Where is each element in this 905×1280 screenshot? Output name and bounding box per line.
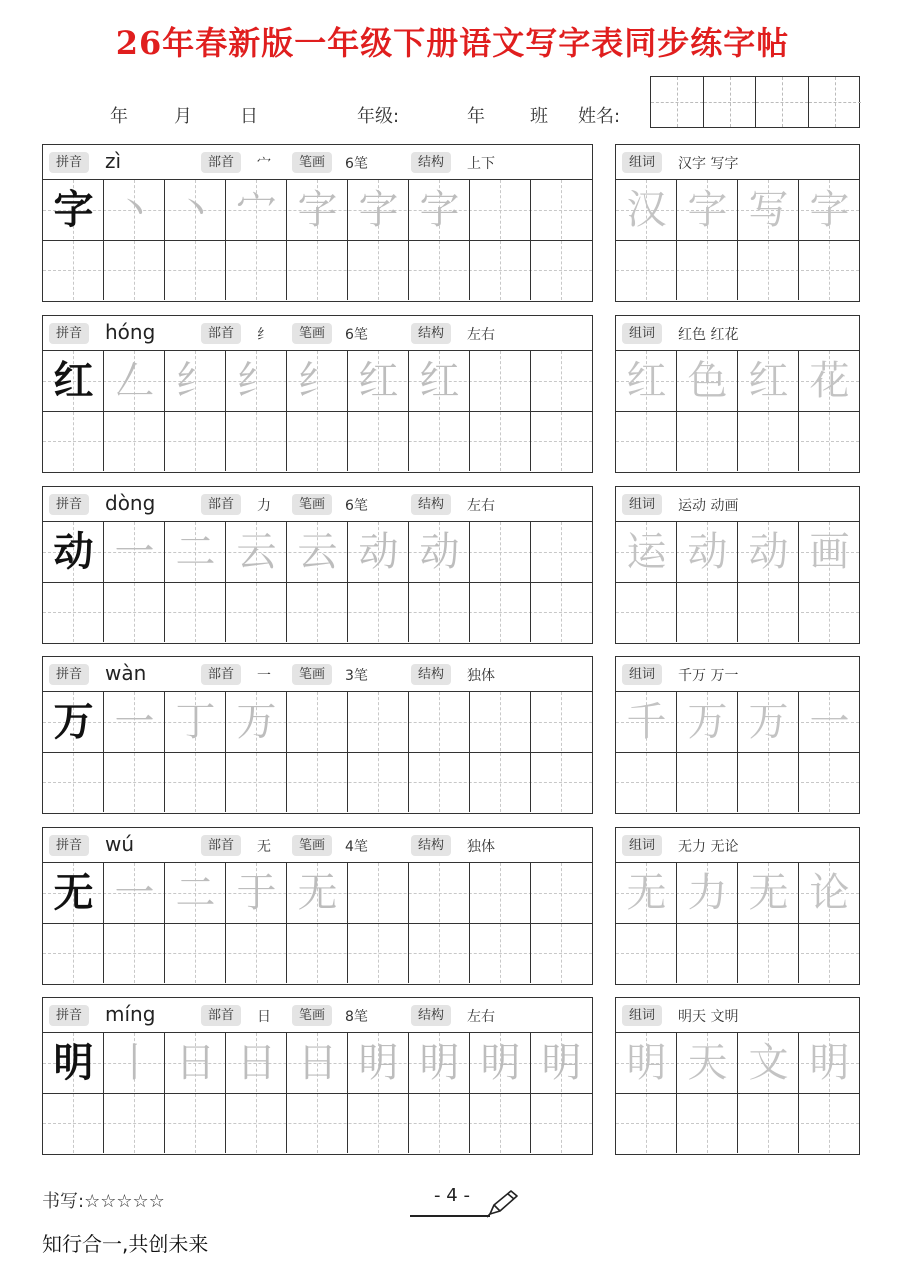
structure-tag: 结构 — [411, 835, 451, 856]
writing-cell[interactable] — [348, 180, 409, 300]
word-cell[interactable] — [738, 522, 799, 642]
radical-value: 宀 — [257, 156, 271, 172]
writing-cell[interactable] — [287, 863, 348, 983]
writing-grid[interactable] — [43, 180, 592, 301]
writing-cell[interactable] — [226, 180, 287, 300]
structure-tag: 结构 — [411, 323, 451, 344]
words-value: 运动 动画 — [678, 498, 739, 514]
word-trace-character: 一 — [809, 699, 850, 745]
words-header — [616, 316, 859, 351]
words-tag: 组词 — [622, 494, 662, 515]
words-block — [615, 997, 860, 1155]
strokes-tag: 笔画 — [292, 152, 332, 173]
stroke-order-trace: 二 — [175, 870, 216, 916]
structure-tag: 结构 — [411, 664, 451, 685]
pinyin-value: wàn — [105, 661, 147, 685]
words-header — [616, 487, 859, 522]
stroke-order-trace: 无 — [297, 870, 338, 916]
writing-cell[interactable] — [43, 180, 104, 300]
name-cell[interactable] — [704, 77, 756, 127]
word-cell[interactable] — [738, 180, 799, 300]
word-trace-character: 无 — [748, 870, 789, 916]
words-grid[interactable] — [616, 1033, 859, 1154]
radical-value: 一 — [257, 668, 271, 684]
words-header — [616, 657, 859, 692]
writing-cell[interactable] — [226, 692, 287, 812]
word-cell[interactable] — [677, 180, 738, 300]
writing-grid[interactable] — [43, 351, 592, 472]
writing-cell[interactable] — [470, 351, 531, 471]
stroke-order-trace: 𠃋 — [114, 358, 155, 404]
model-character: 红 — [53, 357, 94, 404]
practice-block — [42, 144, 593, 302]
word-trace-character: 运 — [626, 529, 667, 575]
words-header — [616, 145, 859, 180]
radical-tag: 部首 — [201, 835, 241, 856]
stroke-order-trace: 纟 — [236, 358, 277, 404]
strokes-tag: 笔画 — [292, 323, 332, 344]
stroke-order-trace: 纟 — [175, 358, 216, 404]
stroke-order-trace: 二 — [175, 529, 216, 575]
word-cell[interactable] — [799, 180, 860, 300]
pinyin-tag: 拼音 — [49, 664, 89, 685]
radical-tag: 部首 — [201, 323, 241, 344]
word-cell[interactable] — [616, 522, 677, 642]
words-grid[interactable] — [616, 351, 859, 472]
writing-cell[interactable] — [104, 1033, 165, 1153]
strokes-value: 4笔 — [345, 839, 368, 855]
strokes-value: 6笔 — [345, 327, 368, 343]
pinyin-value: hóng — [105, 320, 156, 344]
radical-tag: 部首 — [201, 664, 241, 685]
words-tag: 组词 — [622, 664, 662, 685]
writing-cell[interactable] — [43, 692, 104, 812]
word-cell[interactable] — [799, 863, 860, 983]
word-cell[interactable] — [616, 692, 677, 812]
practice-header — [43, 657, 592, 692]
pinyin-tag: 拼音 — [49, 494, 89, 515]
word-trace-character: 万 — [687, 699, 728, 745]
name-cell[interactable] — [651, 77, 704, 127]
writing-cell[interactable] — [409, 692, 470, 812]
writing-cell[interactable] — [348, 351, 409, 471]
word-trace-character: 天 — [687, 1040, 728, 1086]
stroke-order-trace: 纟 — [297, 358, 338, 404]
structure-value: 左右 — [467, 1009, 495, 1025]
writing-cell[interactable] — [531, 180, 592, 300]
radical-value: 力 — [257, 498, 271, 514]
word-cell[interactable] — [677, 351, 738, 471]
word-cell[interactable] — [799, 692, 860, 812]
practice-block — [42, 315, 593, 473]
writing-cell[interactable] — [287, 692, 348, 812]
writing-cell[interactable] — [348, 522, 409, 642]
stroke-order-trace: 字 — [419, 187, 460, 233]
grade-unit: 年 — [467, 106, 485, 127]
pinyin-tag: 拼音 — [49, 835, 89, 856]
word-cell[interactable] — [677, 863, 738, 983]
model-character: 无 — [53, 869, 94, 916]
strokes-value: 8笔 — [345, 1009, 368, 1025]
day-label: 日 — [240, 106, 258, 127]
writing-grid[interactable] — [43, 1033, 592, 1154]
writing-cell[interactable] — [104, 522, 165, 642]
structure-tag: 结构 — [411, 1005, 451, 1026]
word-trace-character: 万 — [748, 699, 789, 745]
stroke-order-trace: 于 — [236, 870, 277, 916]
radical-tag: 部首 — [201, 494, 241, 515]
practice-block — [42, 486, 593, 644]
writing-cell[interactable] — [43, 351, 104, 471]
stroke-order-trace: 云 — [297, 529, 338, 575]
stroke-order-trace: 日 — [297, 1040, 338, 1086]
word-trace-character: 花 — [809, 358, 850, 404]
writing-grid[interactable] — [43, 522, 592, 643]
word-cell[interactable] — [616, 1033, 677, 1153]
page-title: 26年春新版一年级下册语文写字表同步练字帖 — [115, 24, 790, 62]
structure-value: 独体 — [467, 839, 495, 855]
word-trace-character: 色 — [687, 358, 728, 404]
words-block — [615, 656, 860, 814]
structure-value: 独体 — [467, 668, 495, 684]
word-trace-character: 力 — [687, 870, 728, 916]
slogan: 知行合一,共创未来 — [42, 1232, 209, 1256]
words-tag: 组词 — [622, 152, 662, 173]
word-cell[interactable] — [738, 1033, 799, 1153]
word-trace-character: 明 — [809, 1040, 850, 1086]
writing-cell[interactable] — [104, 351, 165, 471]
year-label: 年 — [110, 106, 128, 127]
writing-cell[interactable] — [470, 1033, 531, 1153]
writing-cell[interactable] — [287, 351, 348, 471]
model-character: 明 — [53, 1039, 94, 1086]
writing-cell[interactable] — [287, 180, 348, 300]
word-cell[interactable] — [738, 692, 799, 812]
stroke-order-trace: 一 — [114, 870, 155, 916]
strokes-tag: 笔画 — [292, 664, 332, 685]
words-block — [615, 486, 860, 644]
writing-cell[interactable] — [43, 863, 104, 983]
rating — [42, 1187, 165, 1213]
words-tag: 组词 — [622, 1005, 662, 1026]
month-label: 月 — [174, 106, 192, 127]
writing-cell[interactable] — [104, 180, 165, 300]
rating-label: 书写: — [42, 1191, 85, 1212]
structure-value: 左右 — [467, 498, 495, 514]
grade-label: 年级: — [357, 106, 400, 127]
radical-value: 纟 — [257, 327, 271, 343]
stroke-order-trace: 丨 — [114, 1040, 155, 1086]
name-label: 姓名: — [578, 106, 621, 127]
word-cell[interactable] — [799, 1033, 860, 1153]
strokes-value: 6笔 — [345, 498, 368, 514]
stroke-order-trace: 动 — [358, 529, 399, 575]
stroke-order-trace: 万 — [236, 699, 277, 745]
writing-cell[interactable] — [43, 1033, 104, 1153]
stroke-order-trace: 明 — [480, 1040, 521, 1086]
writing-cell[interactable] — [165, 522, 226, 642]
word-cell[interactable] — [738, 351, 799, 471]
stroke-order-trace: 明 — [541, 1040, 582, 1086]
structure-value: 左右 — [467, 327, 495, 343]
model-character: 万 — [53, 698, 94, 745]
word-trace-character: 红 — [626, 358, 667, 404]
words-grid[interactable] — [616, 180, 859, 301]
stroke-order-trace: 宀 — [236, 187, 277, 233]
name-cell[interactable] — [756, 77, 809, 127]
stroke-order-trace: 明 — [419, 1040, 460, 1086]
pinyin-tag: 拼音 — [49, 323, 89, 344]
writing-cell[interactable] — [409, 522, 470, 642]
writing-cell[interactable] — [226, 1033, 287, 1153]
strokes-tag: 笔画 — [292, 1005, 332, 1026]
practice-header — [43, 145, 592, 180]
stroke-order-trace: 红 — [419, 358, 460, 404]
practice-block — [42, 827, 593, 985]
stroke-order-trace: 一 — [114, 699, 155, 745]
practice-header — [43, 998, 592, 1033]
name-grid[interactable] — [650, 76, 860, 128]
word-cell[interactable] — [677, 692, 738, 812]
writing-cell[interactable] — [470, 863, 531, 983]
practice-header — [43, 828, 592, 863]
structure-tag: 结构 — [411, 152, 451, 173]
writing-cell[interactable] — [470, 180, 531, 300]
stroke-order-trace: 丶 — [114, 187, 155, 233]
stroke-order-trace: 一 — [114, 529, 155, 575]
pinyin-tag: 拼音 — [49, 1005, 89, 1026]
word-trace-character: 红 — [748, 358, 789, 404]
writing-cell[interactable] — [165, 863, 226, 983]
words-value: 无力 无论 — [678, 839, 739, 855]
pinyin-value: wú — [105, 832, 135, 856]
stroke-order-trace: 字 — [358, 187, 399, 233]
word-trace-character: 字 — [687, 187, 728, 233]
writing-cell[interactable] — [531, 692, 592, 812]
writing-cell[interactable] — [409, 180, 470, 300]
model-character: 动 — [53, 528, 94, 575]
writing-cell[interactable] — [531, 1033, 592, 1153]
words-block — [615, 315, 860, 473]
writing-cell[interactable] — [165, 692, 226, 812]
words-tag: 组词 — [622, 835, 662, 856]
word-cell[interactable] — [616, 863, 677, 983]
writing-cell[interactable] — [43, 522, 104, 642]
word-cell[interactable] — [738, 863, 799, 983]
class-unit: 班 — [530, 106, 548, 127]
word-trace-character: 动 — [748, 529, 789, 575]
writing-cell[interactable] — [348, 1033, 409, 1153]
pinyin-value: míng — [105, 1002, 156, 1026]
writing-cell[interactable] — [409, 351, 470, 471]
writing-cell[interactable] — [470, 692, 531, 812]
words-grid[interactable] — [616, 863, 859, 984]
word-trace-character: 字 — [809, 187, 850, 233]
stroke-order-trace: 日 — [236, 1040, 277, 1086]
words-header — [616, 828, 859, 863]
words-grid[interactable] — [616, 692, 859, 813]
pen-icon — [484, 1188, 520, 1218]
word-cell[interactable] — [799, 351, 860, 471]
words-header — [616, 998, 859, 1033]
writing-cell[interactable] — [104, 692, 165, 812]
writing-cell[interactable] — [409, 1033, 470, 1153]
stroke-order-trace: 日 — [175, 1040, 216, 1086]
pinyin-value: dòng — [105, 491, 156, 515]
writing-cell[interactable] — [287, 522, 348, 642]
word-trace-character: 文 — [748, 1040, 789, 1086]
word-cell[interactable] — [677, 522, 738, 642]
writing-cell[interactable] — [531, 522, 592, 642]
star-rating[interactable]: ☆☆☆☆☆ — [84, 1191, 165, 1212]
writing-cell[interactable] — [165, 180, 226, 300]
radical-tag: 部首 — [201, 1005, 241, 1026]
model-character: 字 — [53, 186, 94, 233]
writing-grid[interactable] — [43, 863, 592, 984]
writing-cell[interactable] — [226, 522, 287, 642]
words-value: 千万 万一 — [678, 668, 739, 684]
word-trace-character: 无 — [626, 870, 667, 916]
strokes-tag: 笔画 — [292, 494, 332, 515]
word-cell[interactable] — [616, 351, 677, 471]
strokes-value: 3笔 — [345, 668, 368, 684]
strokes-value: 6笔 — [345, 156, 368, 172]
words-tag: 组词 — [622, 323, 662, 344]
writing-cell[interactable] — [531, 863, 592, 983]
word-cell[interactable] — [616, 180, 677, 300]
stroke-order-trace: 动 — [419, 529, 460, 575]
radical-value: 日 — [257, 1009, 271, 1025]
practice-header — [43, 487, 592, 522]
words-grid[interactable] — [616, 522, 859, 643]
word-trace-character: 明 — [626, 1040, 667, 1086]
words-value: 汉字 写字 — [678, 156, 739, 172]
practice-header — [43, 316, 592, 351]
writing-cell[interactable] — [104, 863, 165, 983]
name-cell[interactable] — [809, 77, 861, 127]
radical-tag: 部首 — [201, 152, 241, 173]
radical-value: 无 — [257, 839, 271, 855]
writing-cell[interactable] — [531, 351, 592, 471]
practice-block — [42, 656, 593, 814]
writing-cell[interactable] — [165, 351, 226, 471]
word-cell[interactable] — [799, 522, 860, 642]
word-cell[interactable] — [677, 1033, 738, 1153]
words-block — [615, 144, 860, 302]
structure-tag: 结构 — [411, 494, 451, 515]
pinyin-tag: 拼音 — [49, 152, 89, 173]
writing-cell[interactable] — [409, 863, 470, 983]
page-number: - 4 - — [434, 1185, 470, 1206]
pinyin-value: zì — [105, 149, 122, 173]
word-trace-character: 动 — [687, 529, 728, 575]
writing-cell[interactable] — [226, 351, 287, 471]
writing-grid[interactable] — [43, 692, 592, 813]
writing-cell[interactable] — [348, 692, 409, 812]
writing-cell[interactable] — [226, 863, 287, 983]
word-trace-character: 画 — [809, 529, 850, 575]
writing-cell[interactable] — [287, 1033, 348, 1153]
strokes-tag: 笔画 — [292, 835, 332, 856]
writing-cell[interactable] — [165, 1033, 226, 1153]
stroke-order-trace: 云 — [236, 529, 277, 575]
words-value: 明天 文明 — [678, 1009, 739, 1025]
writing-cell[interactable] — [470, 522, 531, 642]
structure-value: 上下 — [467, 156, 495, 172]
stroke-order-trace: 红 — [358, 358, 399, 404]
words-value: 红色 红花 — [678, 327, 739, 343]
page-underline — [410, 1215, 490, 1217]
word-trace-character: 千 — [626, 699, 667, 745]
words-block — [615, 827, 860, 985]
word-trace-character: 写 — [748, 187, 789, 233]
word-trace-character: 汉 — [626, 187, 667, 233]
practice-block — [42, 997, 593, 1155]
stroke-order-trace: 字 — [297, 187, 338, 233]
stroke-order-trace: 丁 — [175, 699, 216, 745]
stroke-order-trace: 丶 — [175, 187, 216, 233]
stroke-order-trace: 明 — [358, 1040, 399, 1086]
writing-cell[interactable] — [348, 863, 409, 983]
word-trace-character: 论 — [809, 870, 850, 916]
